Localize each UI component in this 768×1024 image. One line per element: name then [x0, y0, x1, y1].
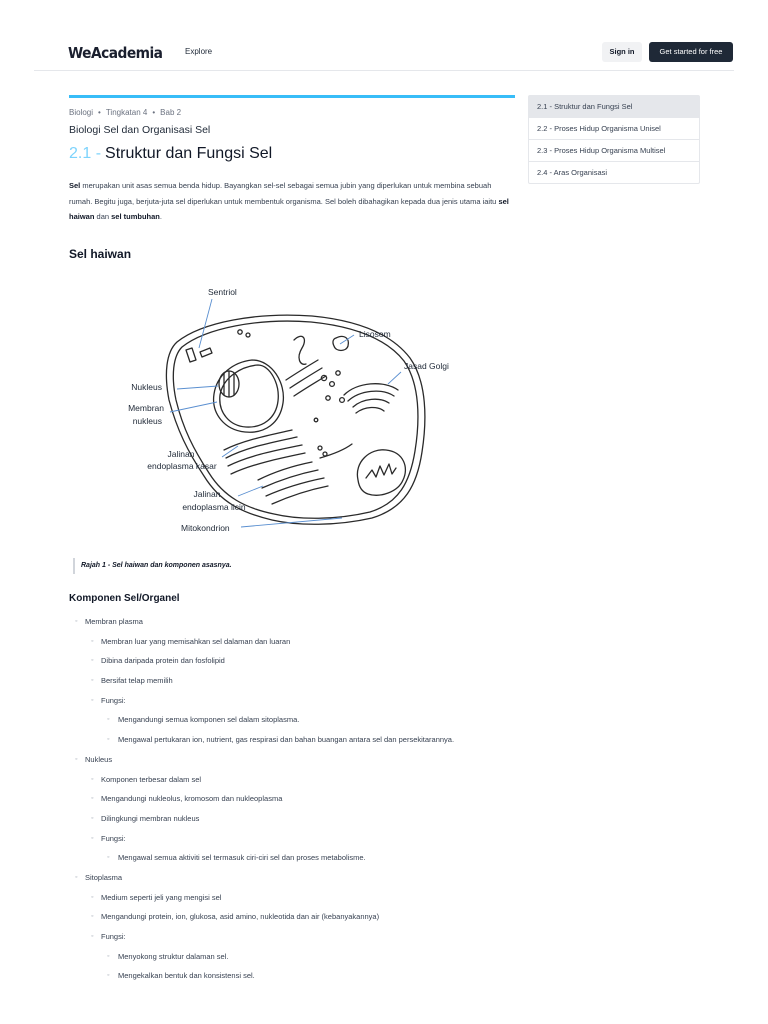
list-item: ◦ Fungsi:	[69, 829, 529, 849]
component-list	[69, 612, 529, 986]
toc-item-2-4[interactable]: 2.4 - Aras Organisasi	[529, 161, 699, 183]
label-jasad-golgi: Jasad Golgi	[404, 361, 449, 371]
chapter-title: Biologi Sel dan Organisasi Sel	[69, 124, 211, 136]
list-item: ◦ Mengawal semua aktiviti sel termasuk ciri-ciri sel dan proses metabolisme.	[69, 848, 529, 868]
page-title	[69, 145, 272, 163]
breadcrumb-item-subject[interactable]: Biologi	[69, 108, 94, 117]
get-started-button[interactable]: Get started for free	[649, 42, 733, 62]
logo[interactable]: WeAcademia	[68, 44, 163, 62]
list-item: ◦ Nukleus	[69, 750, 529, 770]
centriole-2	[200, 348, 212, 357]
section-number: 2.1 -	[69, 145, 102, 162]
intro-text: merupakan unit asas semua benda hidup. Bayangkan sel-sel sebagai semua jubin yang diperlukan untuk membina sebuah rumah. Begitu juga, berjuta-juta sel diperlukan untuk membentuk organisma. Sel boleh dibahagikan kepada dua jenis utama iaitu	[69, 181, 499, 206]
leader-nukleus	[177, 386, 218, 389]
rough-er	[224, 430, 305, 474]
list-item: ◦ Mengandungi protein, ion, glukosa, asid amino, nukleotida dan air (kebanyakannya)	[69, 907, 529, 927]
label-membran: Membran	[128, 403, 164, 413]
top-nav	[34, 36, 734, 71]
list-item: ◦ Sitoplasma	[69, 868, 529, 888]
components-heading: Komponen Sel/Organel	[69, 593, 180, 604]
sign-in-button[interactable]: Sign in	[602, 42, 642, 62]
leader-mitokondrion	[241, 518, 342, 527]
intro-term-sel-haiwan: sel haiwan	[69, 196, 509, 221]
label-mitokondrion: Mitokondrion	[181, 523, 230, 533]
toc-panel	[528, 95, 700, 184]
list-item: ◦ Membran plasma	[69, 612, 529, 632]
label-jalinan-licin-2: endoplasma licin	[182, 502, 246, 512]
accent-bar	[69, 95, 515, 98]
section-heading-sel-haiwan: Sel haiwan	[69, 247, 132, 261]
explore-link[interactable]: Explore	[185, 47, 213, 56]
list-item: ◦ Mengandungi nukleolus, kromosom dan nukleoplasma	[69, 789, 529, 809]
label-membran-nukleus: nukleus	[132, 416, 162, 426]
list-item: ◦ Dibina daripada protein dan fosfolipid	[69, 651, 529, 671]
label-jalinan-kasar-2: endoplasma kasar	[147, 461, 217, 471]
centriole-1	[186, 348, 196, 362]
section-title: Struktur dan Fungsi Sel	[105, 145, 273, 162]
breadcrumb-separator: •	[98, 108, 101, 117]
intro-term-sel: Sel	[69, 181, 81, 190]
intro-text-end: .	[159, 212, 162, 221]
golgi-body	[344, 384, 398, 413]
label-lisosom: Lisosom	[359, 329, 391, 339]
leader-jalinan-licin	[238, 486, 263, 496]
intro-paragraph	[69, 178, 509, 225]
breadcrumb-item-chapter[interactable]: Bab 2	[160, 108, 182, 117]
breadcrumb	[69, 108, 181, 117]
leader-sentriol	[199, 299, 212, 348]
list-item: ◦ Bersifat telap memilih	[69, 671, 529, 691]
breadcrumb-separator: •	[152, 108, 156, 117]
toc-item-2-1[interactable]: 2.1 - Struktur dan Fungsi Sel	[529, 96, 699, 117]
leader-jasad-golgi	[388, 372, 401, 384]
animal-cell-diagram	[122, 280, 454, 535]
label-jalinan-licin-1: Jalinan	[193, 489, 221, 499]
list-item: ◦ Mengekalkan bentuk dan konsistensi sel.	[69, 966, 529, 986]
list-item: ◦ Membran luar yang memisahkan sel dalaman dan luaran	[69, 632, 529, 652]
label-nukleus: Nukleus	[131, 382, 162, 392]
mitochondrion	[357, 450, 405, 495]
label-sentriol: Sentriol	[208, 287, 237, 297]
list-item: ◦ Fungsi:	[69, 927, 529, 947]
list-item: ◦ Medium seperti jeli yang mengisi sel	[69, 888, 529, 908]
label-jalinan-kasar-1: Jalinan	[167, 449, 195, 459]
toc-item-2-3[interactable]: 2.3 - Proses Hidup Organisma Multisel	[529, 139, 699, 161]
list-item: ◦ Komponen terbesar dalam sel	[69, 770, 529, 790]
toc-item-2-2[interactable]: 2.2 - Proses Hidup Organisma Unisel	[529, 117, 699, 139]
list-item: ◦ Menyokong struktur dalaman sel.	[69, 947, 529, 967]
list-item: ◦ Mengandungi semua komponen sel dalam sitoplasma.	[69, 710, 529, 730]
breadcrumb-item-form[interactable]: Tingkatan 4	[105, 108, 148, 117]
list-item: ◦ Fungsi:	[69, 691, 529, 711]
list-item: ◦ Dilingkungi membran nukleus	[69, 809, 529, 829]
intro-text-and: dan	[94, 212, 112, 221]
list-item: ◦ Mengawal pertukaran ion, nutrient, gas respirasi dan bahan buangan antara sel dan persekitarannya.	[69, 730, 529, 750]
intro-term-sel-tumbuhan: sel tumbuhan	[111, 212, 160, 221]
figure-caption: Rajah 1 - Sel haiwan dan komponen asasnya.	[73, 558, 232, 574]
